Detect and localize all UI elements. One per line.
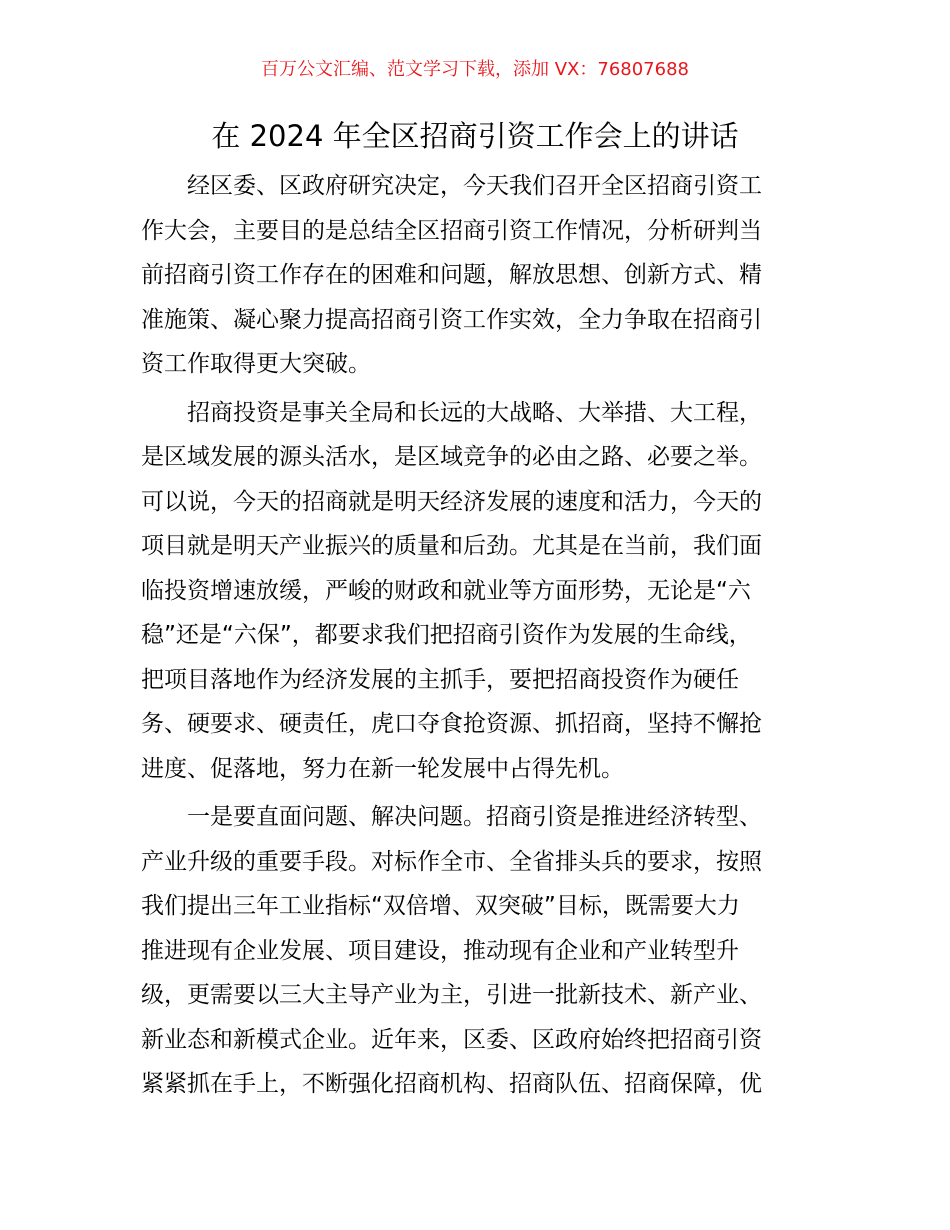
paragraph [141,164,813,387]
paragraph-line: 推进现有企业发展、项目建设，推动现有企业和产业转型升 [141,937,739,964]
paragraph-line: 招商投资是事关全局和长远的大战略、大举措、大工程， [187,399,762,426]
paragraph-line: 可以说，今天的招商就是明天经济发展的速度和活力，今天的 [141,488,762,515]
paragraph-line: 临投资增速放缓，严峻的财政和就业等方面形势，无论是“六 [141,577,751,604]
paragraph-line: 项目就是明天产业振兴的质量和后劲。尤其是在当前，我们面 [141,533,762,559]
paragraph-line: 新业态和新模式企业。近年来，区委、区政府始终把招商引资 [141,1026,762,1053]
paragraph-line: 作大会，主要目的是总结全区招商引资工作情况，分析研判当 [141,217,762,244]
paragraph-line: 务、硬要求、硬责任，虎口夺食抢资源、抓招商，坚持不懈抢 [141,711,762,737]
document-body [141,164,813,1111]
paragraph-line: 经区委、区政府研究决定，今天我们召开全区招商引资工 [187,173,762,199]
paragraph [141,795,813,1107]
paragraph-line: 是区域发展的源头活水，是区域竞争的必由之路、必要之举。 [141,444,762,470]
paragraph-line: 一是要直面问题、解决问题。招商引资是推进经济转型、 [187,804,762,830]
paragraph-line: 把项目落地作为经济发展的主抓手，要把招商投资作为硬任 [141,666,739,693]
paragraph-line: 资工作取得更大突破。 [141,351,371,377]
paragraph-line: 产业升级的重要手段。对标作全市、全省排头兵的要求，按照 [141,848,762,875]
paragraph-line: 紧紧抓在手上，不断强化招商机构、招商队伍、招商保障，优 [141,1071,762,1097]
paragraph-line: 级，更需要以三大主导产业为主，引进一批新技术、新产业、 [141,982,762,1008]
paragraph [141,391,813,792]
document-title: 在 2024 年全区招商引资工作会上的讲话 [211,119,739,153]
paragraph-line: 我们提出三年工业指标“双倍增、双突破”目标，既需要大力 [141,893,740,919]
paragraph-line: 稳”还是“六保”，都要求我们把招商引资作为发展的生命线， [141,622,752,648]
paragraph-line: 进度、促落地，努力在新一轮发展中占得先机。 [141,755,624,782]
paragraph-line: 前招商引资工作存在的困难和问题，解放思想、创新方式、精 [141,262,762,288]
header-watermark-text: 百万公文汇编、范文学习下载，添加 VX：76807688 [261,59,689,80]
paragraph-line: 准施策、凝心聚力提高招商引资工作实效，全力争取在招商引 [141,306,762,333]
